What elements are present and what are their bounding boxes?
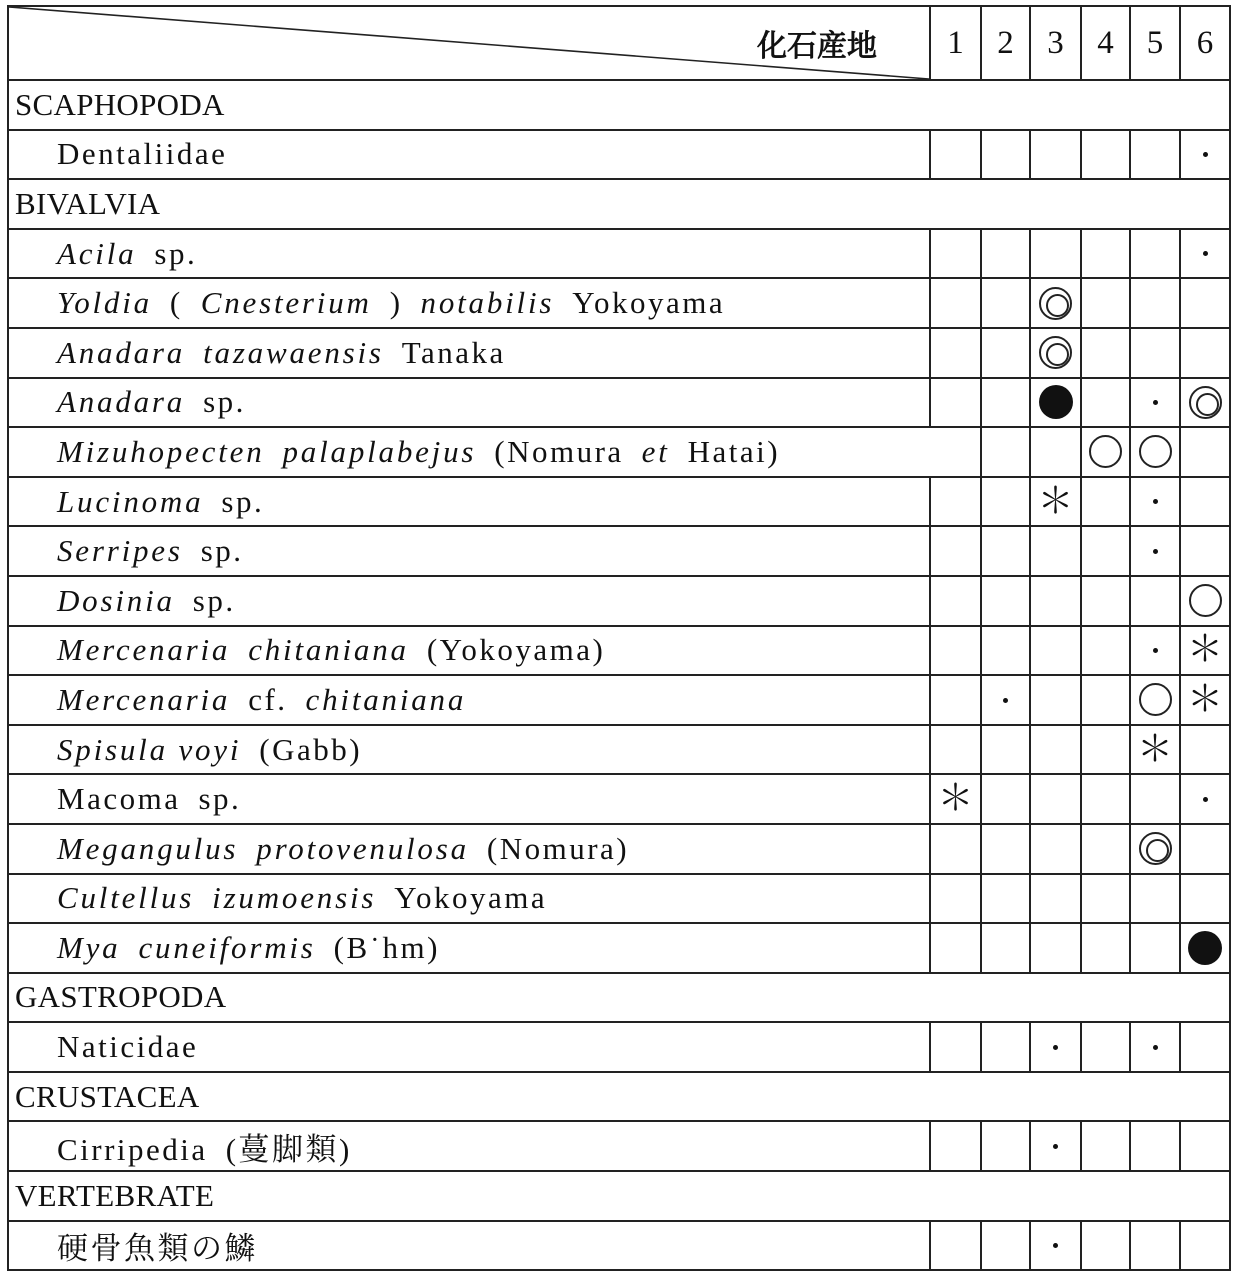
taxon-row (8, 130, 1230, 180)
asterisk-mark: ＊ (1186, 678, 1223, 720)
occurrence-cell (930, 675, 981, 725)
taxon-row (8, 874, 1230, 924)
occurrence-cell (930, 1022, 981, 1072)
occurrence-cell (1081, 1121, 1130, 1171)
occurrence-cell (930, 725, 981, 775)
occurrence-cell (930, 923, 981, 973)
occurrence-cell (1130, 824, 1180, 874)
taxon-name (8, 824, 930, 874)
taxon-name (8, 130, 930, 180)
occurrence-cell (981, 874, 1030, 924)
occurrence-cell (981, 526, 1030, 576)
occurrence-cell (930, 626, 981, 676)
occurrence-table (7, 5, 1231, 1271)
occurrence-cell (1081, 874, 1130, 924)
occurrence-cell (1030, 626, 1081, 676)
occurrence-cell (930, 824, 981, 874)
taxon-row (8, 923, 1230, 973)
taxon-row (8, 1221, 1230, 1271)
taxon-part: sp. (203, 384, 246, 420)
occurrence-cell (1180, 229, 1230, 279)
taxon-row (8, 526, 1230, 576)
taxon-row (8, 477, 1230, 527)
occurrence-cell (1130, 229, 1180, 279)
circle-mark (1089, 435, 1122, 468)
dot-mark (1053, 1243, 1058, 1248)
taxon-italic-part: Megangulus (57, 830, 239, 866)
occurrence-cell (930, 378, 981, 428)
occurrence-cell (1180, 328, 1230, 378)
occurrence-cell (1180, 824, 1230, 874)
occurrence-cell (1180, 477, 1230, 527)
occurrence-cell (1180, 427, 1230, 477)
taxon-part: Hatai) (687, 433, 781, 469)
taxon-part: cf. (248, 681, 288, 717)
taxon-italic-part: Mya (57, 929, 121, 965)
solid-circle-mark (1039, 385, 1073, 419)
taxon-italic-part: Serripes (57, 533, 183, 569)
occurrence-cell (1081, 378, 1130, 428)
taxon-italic-part: Yoldia (57, 285, 152, 321)
taxon-name (8, 1022, 930, 1072)
group-label: SCAPHOPODA (8, 80, 1230, 130)
occurrence-cell (1130, 774, 1180, 824)
occurrence-cell (981, 378, 1030, 428)
locality-heading: 化石産地 (757, 29, 877, 64)
occurrence-cell (1081, 278, 1130, 328)
taxon-name (8, 675, 930, 725)
taxon-part: (Gabb) (259, 731, 363, 767)
solid-circle-mark (1188, 931, 1222, 965)
occurrence-cell (1030, 576, 1081, 626)
occurrence-cell (1180, 626, 1230, 676)
dot-mark (1153, 1045, 1158, 1050)
occurrence-cell (930, 1221, 981, 1271)
circle-mark (1189, 584, 1222, 617)
asterisk-mark: ＊ (1037, 480, 1074, 522)
taxon-part: (Nomura (494, 433, 624, 469)
table-body (8, 6, 1230, 1270)
group-label: CRUSTACEA (8, 1072, 1230, 1122)
site-header-5: 5 (1130, 6, 1180, 80)
occurrence-cell (1130, 675, 1180, 725)
taxon-row (8, 278, 1230, 328)
taxon-part: sp. (200, 533, 244, 569)
dot-mark (1153, 648, 1158, 653)
corner-cell (8, 6, 930, 80)
taxon-name (8, 526, 930, 576)
occurrence-cell (1130, 427, 1180, 477)
occurrence-cell (1180, 874, 1230, 924)
group-row (8, 1072, 1230, 1122)
taxon-row (8, 328, 1230, 378)
occurrence-cell (981, 229, 1030, 279)
group-row (8, 179, 1230, 229)
occurrence-cell (930, 130, 981, 180)
taxon-part: (Nomura) (486, 830, 630, 866)
occurrence-cell (930, 526, 981, 576)
occurrence-cell (1081, 923, 1130, 973)
occurrence-cell (1030, 427, 1081, 477)
occurrence-cell (981, 626, 1030, 676)
occurrence-cell (1081, 130, 1130, 180)
dot-mark (1003, 698, 1008, 703)
occurrence-cell (981, 576, 1030, 626)
occurrence-cell (1081, 626, 1130, 676)
occurrence-cell (981, 1022, 1030, 1072)
occurrence-cell (1180, 130, 1230, 180)
occurrence-cell (1180, 1121, 1230, 1171)
taxon-row (8, 1022, 1230, 1072)
taxon-part: ( (169, 285, 183, 321)
taxon-part: Yokoyama (394, 880, 548, 916)
taxon-italic-part: Mercenaria (57, 681, 231, 717)
dot-mark (1203, 251, 1208, 256)
taxon-row (8, 576, 1230, 626)
occurrence-cell (1030, 1022, 1081, 1072)
occurrence-cell (1130, 1022, 1180, 1072)
taxon-name (8, 1221, 930, 1271)
occurrence-cell (1030, 1121, 1081, 1171)
taxon-italic-part: Acila (57, 235, 137, 271)
occurrence-cell (1130, 378, 1180, 428)
taxon-row (8, 675, 1230, 725)
site-header-4: 4 (1081, 6, 1130, 80)
occurrence-cell (1081, 328, 1130, 378)
occurrence-cell (1130, 526, 1180, 576)
occurrence-cell (981, 675, 1030, 725)
dot-mark (1153, 400, 1158, 405)
occurrence-cell (1030, 229, 1081, 279)
occurrence-cell (1030, 278, 1081, 328)
taxon-row (8, 229, 1230, 279)
occurrence-cell (981, 824, 1030, 874)
occurrence-cell (1081, 576, 1130, 626)
occurrence-cell (1030, 477, 1081, 527)
taxon-name (8, 1121, 930, 1171)
occurrence-cell (930, 774, 981, 824)
occurrence-cell (981, 328, 1030, 378)
taxon-name (8, 874, 930, 924)
asterisk-mark: ＊ (937, 778, 974, 820)
group-row (8, 973, 1230, 1023)
dot-mark (1053, 1144, 1058, 1149)
taxon-part: (蔓脚類) (225, 1131, 352, 1167)
occurrence-cell (981, 1221, 1030, 1271)
taxon-italic-part: Cultellus (57, 880, 195, 916)
taxon-italic-part: chitaniana (248, 632, 409, 668)
taxon-italic-part: notabilis (420, 285, 555, 321)
occurrence-cell (1030, 378, 1081, 428)
taxon-part: Dentaliidae (57, 136, 228, 172)
taxon-italic-part: palaplabejus (282, 433, 477, 469)
occurrence-cell (1081, 675, 1130, 725)
taxon-part: Macoma (57, 781, 181, 817)
double-circle-mark (1039, 336, 1072, 369)
taxon-name (8, 278, 930, 328)
occurrence-cell (1130, 576, 1180, 626)
occurrence-cell (1030, 1221, 1081, 1271)
occurrence-cell (1081, 774, 1130, 824)
taxon-name (8, 774, 930, 824)
group-label: VERTEBRATE (8, 1171, 1230, 1221)
taxon-name (8, 229, 930, 279)
group-label: BIVALVIA (8, 179, 1230, 229)
occurrence-cell (1030, 675, 1081, 725)
asterisk-mark: ＊ (1136, 728, 1173, 770)
circle-mark (1139, 683, 1172, 716)
occurrence-cell (1180, 576, 1230, 626)
taxon-name (8, 378, 930, 428)
occurrence-cell (1180, 675, 1230, 725)
asterisk-mark: ＊ (1186, 629, 1223, 671)
double-circle-mark (1189, 386, 1222, 419)
group-row (8, 80, 1230, 130)
fossil-occurrence-table (7, 5, 1229, 1271)
double-circle-mark (1139, 832, 1172, 865)
occurrence-cell (1081, 229, 1130, 279)
dot-mark (1203, 152, 1208, 157)
taxon-name (8, 626, 930, 676)
occurrence-cell (1030, 526, 1081, 576)
taxon-part: (Yokoyama) (426, 632, 606, 668)
occurrence-cell (1180, 278, 1230, 328)
taxon-part: sp. (221, 483, 265, 519)
occurrence-cell (1130, 725, 1180, 775)
occurrence-cell (930, 278, 981, 328)
taxon-italic-part: izumoensis (212, 880, 377, 916)
occurrence-cell (1081, 824, 1130, 874)
group-row (8, 1171, 1230, 1221)
occurrence-cell (1030, 923, 1081, 973)
taxon-row (8, 378, 1230, 428)
occurrence-cell (981, 130, 1030, 180)
occurrence-cell (981, 477, 1030, 527)
occurrence-cell (1180, 1221, 1230, 1271)
group-label: GASTROPODA (8, 973, 1230, 1023)
occurrence-cell (1130, 874, 1180, 924)
occurrence-cell (981, 774, 1030, 824)
occurrence-cell (930, 477, 981, 527)
occurrence-cell (1180, 1022, 1230, 1072)
taxon-part: (B˙hm) (333, 929, 440, 965)
taxon-row (8, 427, 1230, 477)
taxon-name (8, 576, 930, 626)
occurrence-cell (1130, 130, 1180, 180)
occurrence-cell (1030, 824, 1081, 874)
taxon-italic-part: Spisula voyi (57, 731, 242, 767)
occurrence-cell (1030, 130, 1081, 180)
occurrence-cell (1130, 328, 1180, 378)
occurrence-cell (1081, 1221, 1130, 1271)
occurrence-cell (981, 1121, 1030, 1171)
dot-mark (1153, 499, 1158, 504)
occurrence-cell (1180, 526, 1230, 576)
occurrence-cell (1130, 1221, 1180, 1271)
occurrence-cell (1081, 526, 1130, 576)
taxon-row (8, 626, 1230, 676)
dot-mark (1153, 549, 1158, 554)
occurrence-cell (930, 229, 981, 279)
taxon-italic-part: tazawaensis (203, 334, 384, 370)
taxon-part: sp. (154, 235, 198, 271)
occurrence-cell (930, 576, 981, 626)
occurrence-cell (1030, 725, 1081, 775)
taxon-row (8, 824, 1230, 874)
occurrence-cell (981, 278, 1030, 328)
occurrence-cell (1081, 725, 1130, 775)
occurrence-cell (1081, 427, 1130, 477)
occurrence-cell (1030, 874, 1081, 924)
dot-mark (1053, 1045, 1058, 1050)
occurrence-cell (1130, 477, 1180, 527)
occurrence-cell (1130, 923, 1180, 973)
taxon-italic-part: protovenulosa (256, 830, 469, 866)
occurrence-cell (1180, 378, 1230, 428)
taxon-part: Naticidae (57, 1029, 199, 1065)
taxon-name (8, 328, 930, 378)
occurrence-cell (1130, 278, 1180, 328)
taxon-part: sp. (192, 582, 236, 618)
site-header-1: 1 (930, 6, 981, 80)
taxon-italic-part: Lucinoma (57, 483, 204, 519)
site-header-2: 2 (981, 6, 1030, 80)
taxon-italic-part: Dosinia (57, 582, 175, 618)
taxon-italic-part: Mizuhopecten (57, 433, 265, 469)
dot-mark (1203, 797, 1208, 802)
occurrence-cell (981, 725, 1030, 775)
occurrence-cell (1030, 774, 1081, 824)
occurrence-cell (1081, 477, 1130, 527)
taxon-row (8, 1121, 1230, 1171)
taxon-italic-part: cuneiformis (138, 929, 316, 965)
taxon-part: 硬骨魚類の鱗 (57, 1230, 258, 1266)
occurrence-cell (981, 427, 1030, 477)
site-header-6: 6 (1180, 6, 1230, 80)
circle-mark (1139, 435, 1172, 468)
double-circle-mark (1039, 287, 1072, 320)
taxon-italic-part: et (641, 433, 670, 469)
occurrence-cell (1130, 626, 1180, 676)
taxon-name (8, 923, 930, 973)
taxon-name (8, 427, 981, 477)
taxon-part: ) (389, 285, 403, 321)
taxon-italic-part: Anadara (57, 334, 186, 370)
taxon-italic-part: Cnesterium (200, 285, 372, 321)
occurrence-cell (1180, 725, 1230, 775)
occurrence-cell (930, 328, 981, 378)
taxon-part: Tanaka (401, 334, 506, 370)
occurrence-cell (1130, 1121, 1180, 1171)
taxon-part: Yokoyama (572, 285, 726, 321)
taxon-name (8, 725, 930, 775)
taxon-row (8, 725, 1230, 775)
occurrence-cell (930, 874, 981, 924)
header-row (8, 6, 1230, 80)
taxon-part: sp. (198, 781, 242, 817)
occurrence-cell (1081, 1022, 1130, 1072)
taxon-italic-part: Anadara (57, 384, 186, 420)
taxon-part: Cirripedia (57, 1131, 208, 1167)
occurrence-cell (1030, 328, 1081, 378)
occurrence-cell (1180, 923, 1230, 973)
site-header-3: 3 (1030, 6, 1081, 80)
taxon-italic-part: Mercenaria (57, 632, 231, 668)
occurrence-cell (930, 1121, 981, 1171)
taxon-name (8, 477, 930, 527)
occurrence-cell (1180, 774, 1230, 824)
occurrence-cell (981, 923, 1030, 973)
taxon-italic-part: chitaniana (305, 681, 467, 717)
taxon-row (8, 774, 1230, 824)
